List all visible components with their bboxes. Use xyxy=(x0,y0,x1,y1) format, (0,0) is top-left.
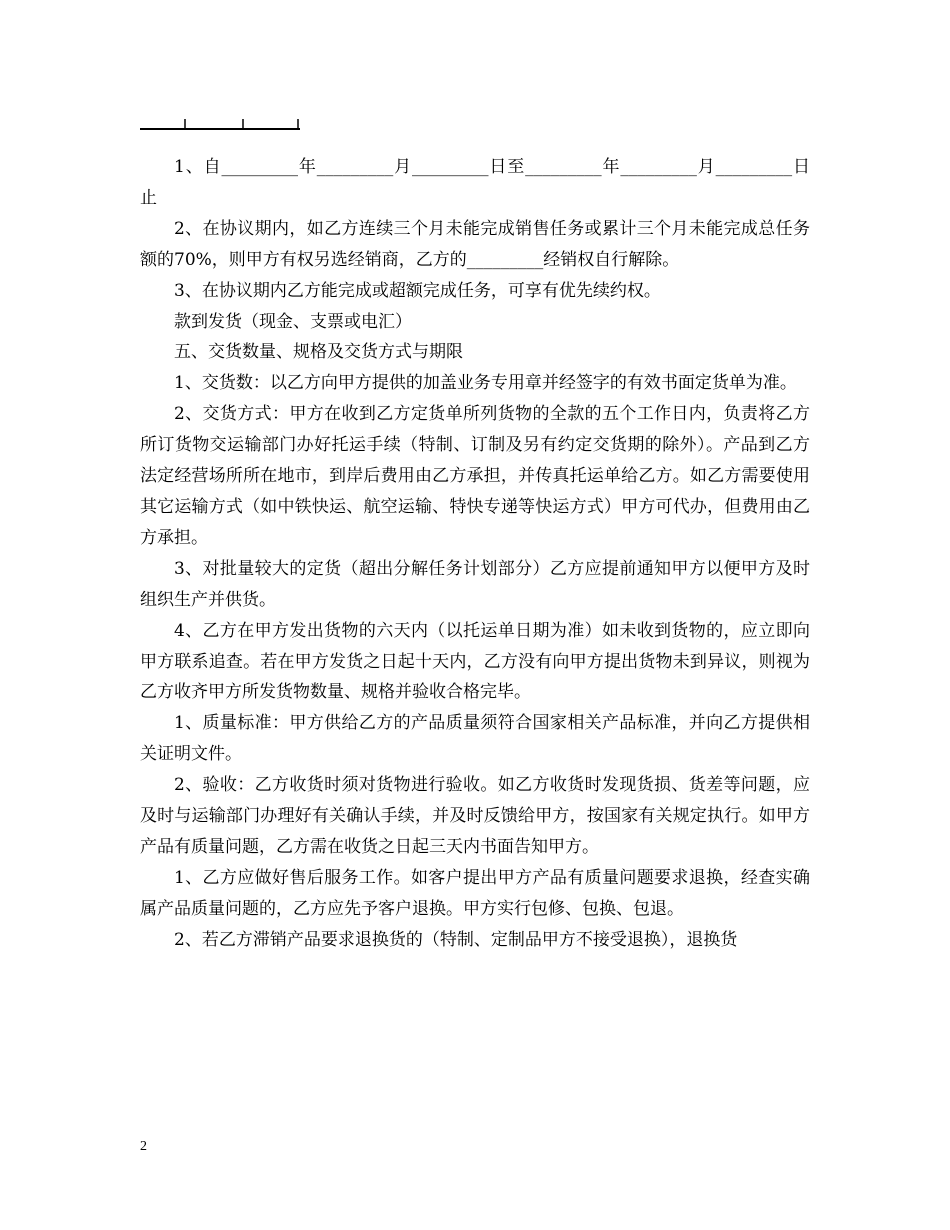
paragraph-payment: 款到发货（现金、支票或电汇） xyxy=(174,311,412,332)
paragraph-termination: 2、在协议期内，如乙方连续三个月未能完成销售任务或累计三个月未能完成总任务额的70%，则甲方有权另选经销商，乙方的_________经销权自行解除。 xyxy=(140,218,810,270)
paragraph-renewal: 3、在协议期内乙方能完成或超额完成任务，可享有优先续约权。 xyxy=(174,280,661,301)
paragraph-delivery-method: 2、交货方式：甲方在收到乙方定货单所列货物的全款的五个工作日内，负责将乙方所订货物交运输部门办好托运手续（特制、订制及另有约定交货期的除外）。产品到乙方法定经营场所所在地市，到岸后费用由乙方承担，并传真托运单给乙方。如乙方需要使用其它运输方式（如中铁快运、航空运输、特快专递等快运方式）甲方可代办，但费用由乙方承担。 xyxy=(140,404,810,548)
paragraph-term-dates: 1、自_________年_________月_________日至_________年_________月_________日止 xyxy=(140,157,810,208)
paragraph-acceptance: 2、验收：乙方收货时须对货物进行验收。如乙方收货时发现货损、货差等问题，应及时与运输部门办理好有关确认手续，并及时反馈给甲方，按国家有关规定执行。如甲方产品有质量问题，乙方需在收货之日起三天内书面告知甲方。 xyxy=(140,775,810,857)
document-body xyxy=(140,152,810,956)
table-border-fragment xyxy=(140,117,302,131)
paragraph-after-sales: 1、乙方应做好售后服务工作。如客户提出甲方产品有质量问题要求退换，经查实确属产品质量问题的，乙方应先予客户退换。甲方实行包修、包换、包退。 xyxy=(140,867,810,919)
section-heading-delivery: 五、交货数量、规格及交货方式与期限 xyxy=(174,342,463,363)
paragraph-returns: 2、若乙方滞销产品要求退换货的（特制、定制品甲方不接受退换），退换货 xyxy=(174,929,738,950)
paragraph-bulk-orders: 3、对批量较大的定货（超出分解任务计划部分）乙方应提前通知甲方以便甲方及时组织生产并供货。 xyxy=(140,558,810,610)
page-number: 2 xyxy=(140,1139,147,1154)
paragraph-delivery-tracking: 4、乙方在甲方发出货物的六天内（以托运单日期为准）如未收到货物的，应立即向甲方联系追查。若在甲方发货之日起十天内，乙方没有向甲方提出货物未到异议，则视为乙方收齐甲方所发货物数量、规格并验收合格完毕。 xyxy=(140,620,810,703)
paragraph-delivery-quantity: 1、交货数：以乙方向甲方提供的加盖业务专用章并经签字的有效书面定货单为准。 xyxy=(174,373,797,394)
paragraph-quality-standard: 1、质量标准：甲方供给乙方的产品质量须符合国家相关产品标准，并向乙方提供相关证明文件。 xyxy=(140,713,810,765)
